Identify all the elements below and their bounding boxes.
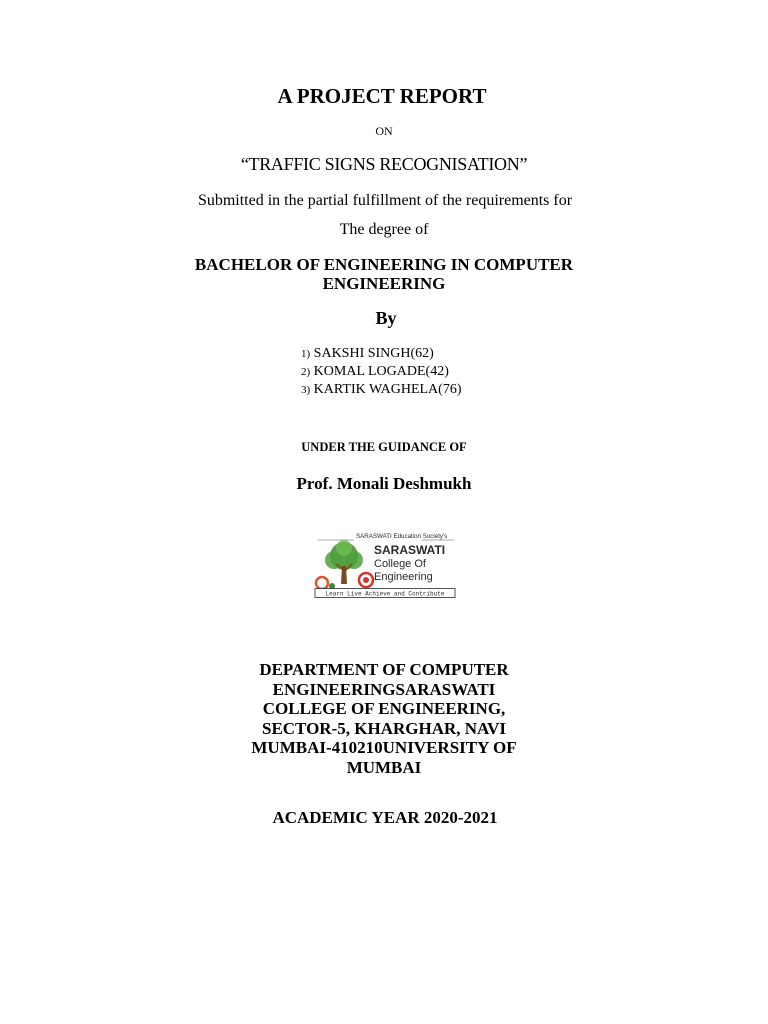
on-label: ON [375,124,393,138]
list-item [301,345,462,363]
list-item [301,381,462,399]
list-item [301,363,462,381]
list-number: 3) [301,384,311,396]
student-name: SAKSHI SINGH(62) [313,346,434,361]
logo-name-line3: Engineering [374,571,433,583]
logo-society-text: SARASWATI Education Society's [356,533,448,540]
report-title: A PROJECT REPORT [277,84,487,108]
logo-name-line1: SARASWATI [374,543,446,557]
degree-of-text: The degree of [339,221,429,238]
by-label: By [375,308,397,328]
logo-name-line2: College Of [374,558,426,570]
list-number: 1) [301,348,311,360]
student-name: KOMAL LOGADE(42) [313,364,449,379]
department-address: DEPARTMENT OF COMPUTER ENGINEERINGSARASWATI COLLEGE OF ENGINEERING, SECTOR-5, KHARGHAR, NAVI MUMBAI-410210UNIVERSITY OF MUMBAI [251,660,517,777]
academic-year: ACADEMIC YEAR 2020-2021 [272,808,498,827]
student-name: KARTIK WAGHELA(76) [313,382,462,397]
student-list [301,345,462,399]
tree-icon [325,540,363,584]
college-logo [308,530,456,600]
list-number: 2) [301,366,311,378]
project-name: “TRAFFIC SIGNS RECOGNISATION” [240,154,528,174]
degree-name: BACHELOR OF ENGINEERING IN COMPUTER ENGINEERING [194,255,574,293]
logo-tagline: Learn Live Achieve and Contribute [325,590,445,598]
submitted-text: Submitted in the partial fulfillment of the requirements for [197,192,573,209]
guidance-heading: UNDER THE GUIDANCE OF [301,440,467,454]
guide-name: Prof. Monali Deshmukh [296,474,472,493]
